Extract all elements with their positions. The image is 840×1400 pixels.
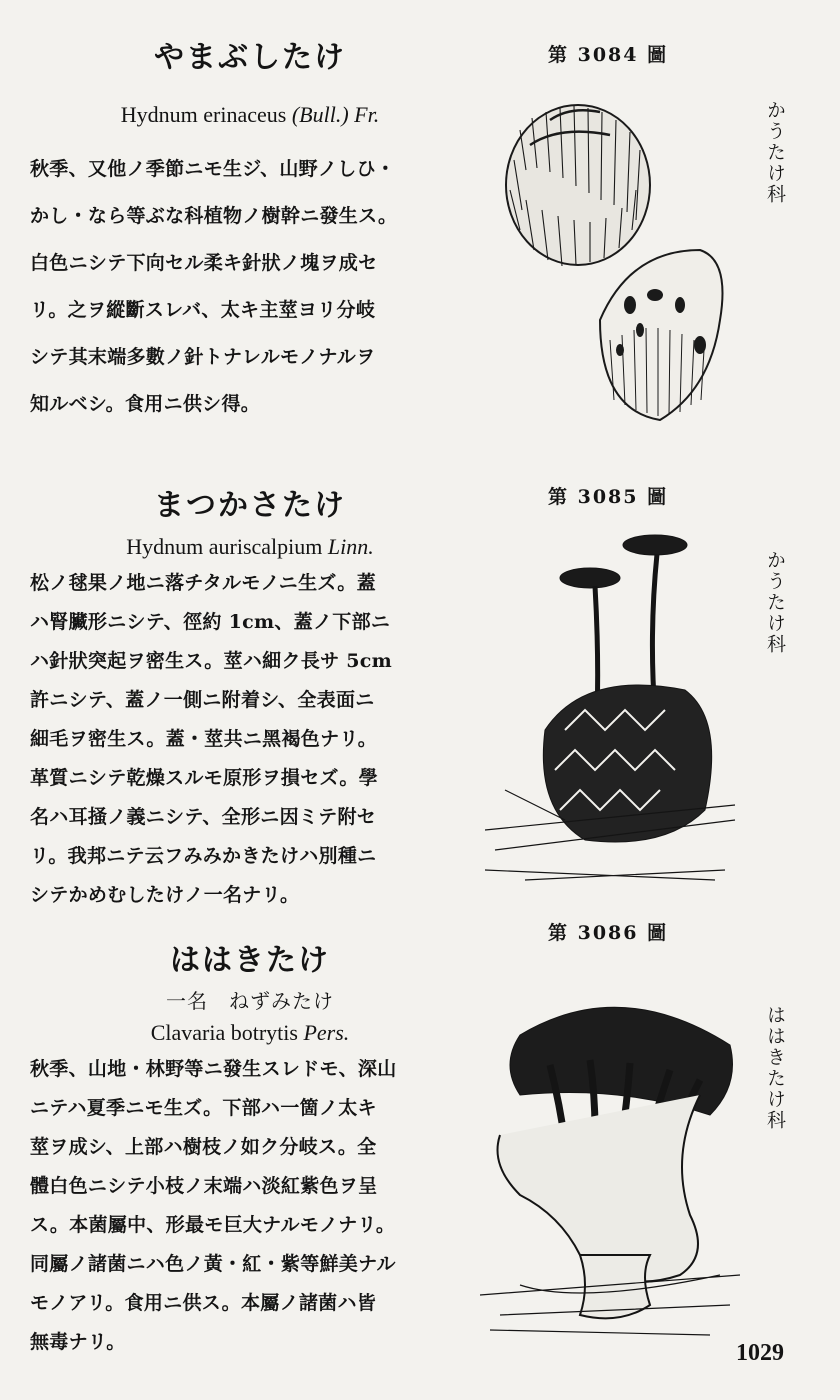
hericium-illustration <box>490 90 740 450</box>
sci-genus: Clavaria botrytis <box>150 1020 298 1045</box>
auriscalpium-illustration <box>485 530 745 890</box>
entry-description: 松ノ毬果ノ地ニ落チタルモノニ生ズ。蓋 ハ腎臟形ニシテ、徑約 1cm、蓋ノ下部ニ ハ針狀突起ヲ密生ス。莖ハ細ク長サ 5cm 許ニシテ、蓋ノ一側ニ附着シ、全表面ニ 細毛ヲ密生ス。蓋・莖共ニ黑褐色ナリ。 革質ニシテ乾燥スルモ原形ヲ損セズ。學 名ハ耳掻ノ義ニシテ、全形ニ因ミテ附セ リ。我邦ニテ云フみみかきたけハ別種ニ シテかめむしたけノ一名ナリ。 <box>30 572 393 906</box>
scientific-name <box>30 1020 470 1046</box>
scientific-name <box>30 102 470 128</box>
family-label: かうたけ科 <box>764 550 786 655</box>
alternate-name: 一名 ねずみたけ <box>166 989 334 1013</box>
sci-authority: Pers. <box>303 1020 350 1045</box>
sci-authority-end: Fr. <box>354 102 380 127</box>
entry-title: ははきたけ <box>170 943 330 978</box>
figure-label: 第 3085 圖 <box>548 486 669 508</box>
family-label: ははきたけ科 <box>764 1005 786 1131</box>
scientific-name <box>30 534 470 560</box>
entry-description: 秋季、山地・林野等ニ發生スレドモ、深山 ニテハ夏季ニモ生ズ。下部ハ一箇ノ太キ 莖ヲ成シ、上部ハ樹枝ノ如ク分岐ス。全 體白色ニシテ小枝ノ末端ハ淡紅紫色ヲ呈 ス。本菌屬中、形最モ巨大ナルモノナリ。 同屬ノ諸菌ニハ色ノ黃・紅・紫等鮮美ナル モノアリ。食用ニ供ス。本屬ノ諸菌ハ皆 無毒ナリ。 <box>30 1058 397 1353</box>
entry-title: やまぶしたけ <box>154 40 346 75</box>
entry-matsukasatake <box>30 480 470 915</box>
sci-genus: Hydnum auriscalpium <box>126 534 323 559</box>
figure-label: 第 3084 圖 <box>548 44 669 66</box>
entry-hahakitake <box>30 935 470 1362</box>
sci-genus: Hydnum erinaceus <box>120 102 287 127</box>
entry-description: 秋季、又他ノ季節ニモ生ジ、山野ノしひ・ かし・なら等ぶな科植物ノ樹幹ニ發生ス。 白色ニシテ下向セル柔キ針狀ノ塊ヲ成セ リ。之ヲ縱斷スレバ、太キ主莖ヨリ分岐 シテ其末端多數ノ針トナレルモノナルヲ 知ルベシ。食用ニ供シ得。 <box>30 158 398 415</box>
entry-yamabushitake <box>30 32 470 428</box>
sci-authority: Linn. <box>327 534 374 559</box>
page-number: 1029 <box>736 1340 784 1366</box>
clavaria-illustration <box>480 985 745 1340</box>
figure-label: 第 3086 圖 <box>548 922 669 944</box>
family-label: かうたけ科 <box>764 100 786 205</box>
sci-authority: (Bull.) <box>291 102 349 127</box>
entry-title: まつかさたけ <box>154 488 346 523</box>
